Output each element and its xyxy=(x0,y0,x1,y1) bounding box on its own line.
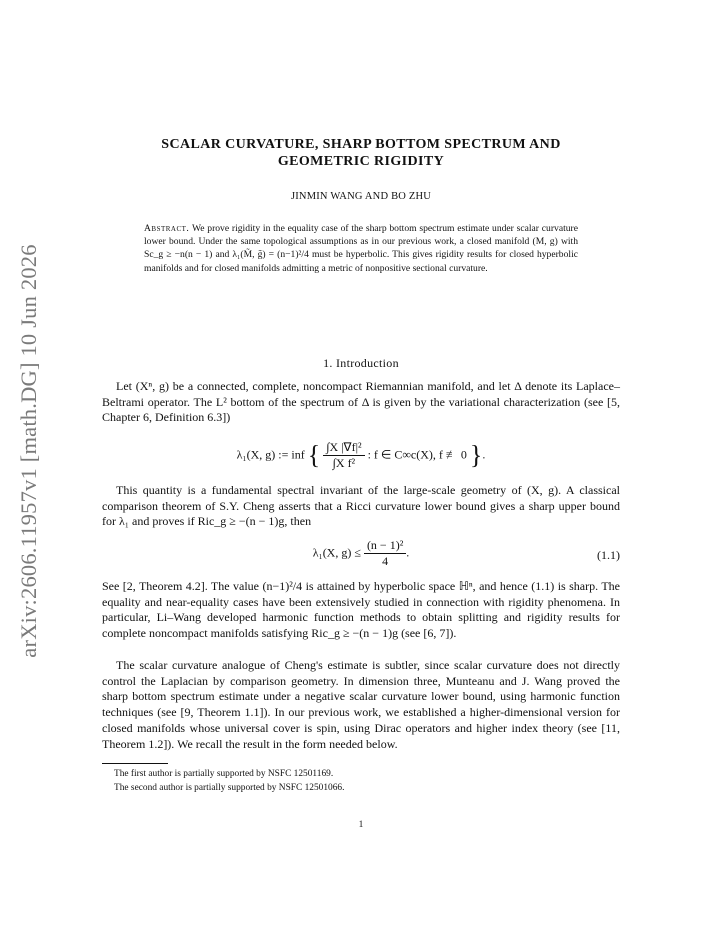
left-brace-icon: { xyxy=(307,440,321,470)
paper-title xyxy=(102,136,620,170)
equation-variational: λ₁(X, g) := inf { $\frac{\text{∫X |∇f|²}}{\text{∫X f²}}$ : f ∈ C∞c(X), f ≢ 0 }. xyxy=(236,440,486,470)
paragraph-3 xyxy=(102,579,620,642)
authors: JINMIN WANG AND BO ZHU xyxy=(290,191,432,202)
abstract-text: We prove rigidity in the equality case of the sharp bottom spectrum estimate under scalar curvature lower bound. Under the same topological assumptions as in our previous work, a closed manifold (M, g) with Sc_g ≥ −n(n − 1) and λ₁(M̃, g̃) = (n−1)²/4 must be hyperbolic. This gives rigidity results for closed hyperbolic manifolds and for closed manifolds admitting a metric of nonpositive sectional curvature. xyxy=(144,223,578,274)
abstract xyxy=(144,222,578,275)
eq2-numerator: (n − 1)² xyxy=(364,538,406,554)
eq2-denominator: 4 xyxy=(382,554,389,568)
section-heading: 1. Introduction xyxy=(323,356,399,370)
eq1-condition: : f ∈ C∞c(X), f ≢ 0 xyxy=(367,447,467,462)
abstract-label: Abstract. xyxy=(144,223,190,234)
arxiv-id: arXiv:2606.11957v1 [math.DG] 10 Jun 2026 xyxy=(16,244,41,658)
paragraph-1 xyxy=(102,379,620,426)
paragraph-4 xyxy=(102,658,620,752)
eq1-numerator: ∫X |∇f|² xyxy=(323,440,364,456)
paragraph-2-text: This quantity is a fundamental spectral invariant of the large-scale geometry of (X, g). A classical comparison theorem of S.Y. Cheng asserts that a Ricci curvature lower bound gives a sharp upper bound for λ₁ and proves if Ric_g ≥ −(n − 1)g, then xyxy=(102,483,620,529)
equation-tag: (1.1) xyxy=(597,548,620,562)
paragraph-1-text: Let (Xⁿ, g) be a connected, complete, noncompact Riemannian manifold, and let Δ denote its Laplace–Beltrami operator. The L² bottom of the spectrum of Δ is given by the variational characterization (see [5, Chapter 6, Definition 6.3]) xyxy=(102,379,620,425)
footnote-rule xyxy=(102,763,168,764)
eq1-denominator: ∫X f² xyxy=(332,456,356,470)
eq2-lhs: λ₁(X, g) ≤ xyxy=(312,545,361,560)
paragraph-2 xyxy=(102,483,620,530)
footnote-1: The first author is partially supported by NSFC 12501169. xyxy=(114,769,334,779)
paragraph-3-text: See [2, Theorem 4.2]. The value (n−1)²/4 is attained by hyperbolic space ℍⁿ, and hence (1.1) is sharp. The equality and near-equality cases have been extensively studied in connection with rigidity phenomena. In particular, Li–Wang developed harmonic function methods to obtain splitting and rigidity results for complete noncompact manifolds satisfying Ric_g ≥ −(n − 1)g (see [6, 7]). xyxy=(102,579,620,641)
footnote-2: The second author is partially supported by NSFC 12501066. xyxy=(114,783,345,793)
paragraph-4-text: The scalar curvature analogue of Cheng's estimate is subtler, since scalar curvature does not directly control the Laplacian by comparison geometry. In dimension three, Munteanu and J. Wang proved the sharp bottom spectrum estimate under a negative scalar curvature lower bound, using harmonic function techniques (see [9, Theorem 1.1]). In our previous work, we established a higher-dimensional version for closed manifolds whose universal cover is spin, using Dirac operators and higher index theory (see [11, Theorem 1.2]). We recall the result in the form needed below. xyxy=(102,658,620,751)
page-number: 1 xyxy=(358,820,364,830)
arxiv-watermark xyxy=(14,246,44,656)
title-line-2: GEOMETRIC RIGIDITY xyxy=(277,154,445,169)
title-line-1: SCALAR CURVATURE, SHARP BOTTOM SPECTRUM AND xyxy=(161,137,561,152)
right-brace-icon: } xyxy=(469,440,483,470)
eq1-lhs: λ₁(X, g) := inf xyxy=(236,447,305,462)
equation-cheng: λ₁(X, g) ≤ $\frac{\text{(n − 1)²}}{4}$ . (1.1) xyxy=(312,538,620,568)
